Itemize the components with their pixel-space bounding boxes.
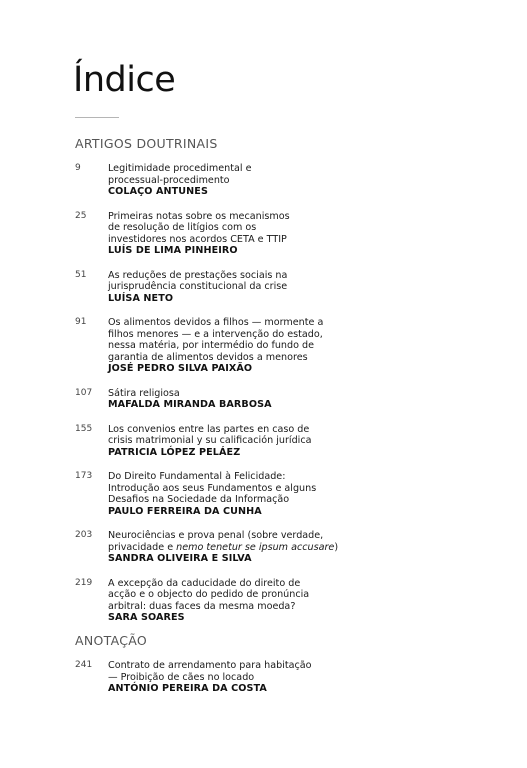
entry-title: A excepção da caducidade do direito de acção e o objecto do pedido de pronúncia arbitral: duas faces da mesma moeda? [108,577,310,612]
section-heading-artigos: ARTIGOS DOUTRINAIS [75,136,218,151]
entry-page-number: 173 [75,471,93,481]
entry-title: Os alimentos devidos a filhos — mormente a filhos menores — e a intervenção do estado, nessa matéria, por intermédio do fundo de garantia de alimentos devidos a menores [108,317,324,363]
entry-author: SARA SOARES [108,612,185,623]
entry-title-italic: nemo tenetur se ipsum accusare [176,541,335,553]
entry-page-number: 203 [75,530,93,540]
title-rule [75,117,119,118]
entry-page-number: 241 [75,660,93,670]
entry-page-number: 219 [75,577,93,588]
toc-entry[interactable] [75,388,515,411]
toc-entry[interactable] [75,530,515,565]
entry-page-number: 155 [75,423,93,434]
entry-author: SANDRA OLIVEIRA E SILVA [108,553,252,564]
artigos-list [75,163,515,637]
entry-page-number: 25 [75,210,87,221]
entry-page-number: 51 [75,269,87,280]
entry-author: ANTÓNIO PEREIRA DA COSTA [108,683,267,694]
toc-entry[interactable] [75,424,515,459]
toc-entry[interactable] [75,211,515,257]
anotacao-list [75,660,515,695]
entry-author: COLAÇO ANTUNES [108,186,208,197]
toc-entry[interactable] [75,317,515,375]
page-title: Índice [73,60,176,100]
entry-author: PATRICIA LÓPEZ PELÁEZ [108,446,241,458]
entry-title: Legitimidade procedimental e processual-procedimento [108,163,252,186]
entry-author: LUÍSA NETO [108,292,174,304]
toc-entry[interactable] [75,163,515,198]
entry-title [108,530,515,553]
toc-entry[interactable] [75,270,515,305]
entry-title: Contrato de arrendamento para habitação — Proibição de cães no locado [108,660,312,683]
entry-title: As reduções de prestações sociais na jurisprudência constitucional da crise [108,269,288,292]
entry-author: PAULO FERREIRA DA CUNHA [108,505,262,517]
entry-title: Primeiras notas sobre os mecanismos de resolução de litígios com os investidores nos acordos CETA e TTIP [108,210,290,245]
entry-title: Sátira religiosa [108,387,180,399]
entry-author: LUÍS DE LIMA PINHEIRO [108,245,238,256]
entry-title: Do Direito Fundamental à Felicidade: Introdução aos seus Fundamentos e alguns Desafios na Sociedade da Informação [108,471,317,505]
toc-entry[interactable] [75,660,515,695]
entry-page-number: 91 [75,317,87,327]
entry-title-part: ) [334,541,339,553]
entry-page-number: 9 [75,163,81,173]
toc-entry[interactable] [75,471,515,517]
entry-title-part: Neurociências e prova penal (sobre verdade, privacidade e [108,530,324,553]
toc-entry[interactable] [75,578,515,624]
section-heading-anotacao: ANOTAÇÃO [75,633,148,648]
entry-author: JOSÉ PEDRO SILVA PAIXÃO [108,363,253,374]
entry-title: Los convenios entre las partes en caso de crisis matrimonial y su calificación jurídica [108,423,312,446]
entry-author: MAFALDA MIRANDA BARBOSA [108,399,272,410]
entry-page-number: 107 [75,387,93,398]
